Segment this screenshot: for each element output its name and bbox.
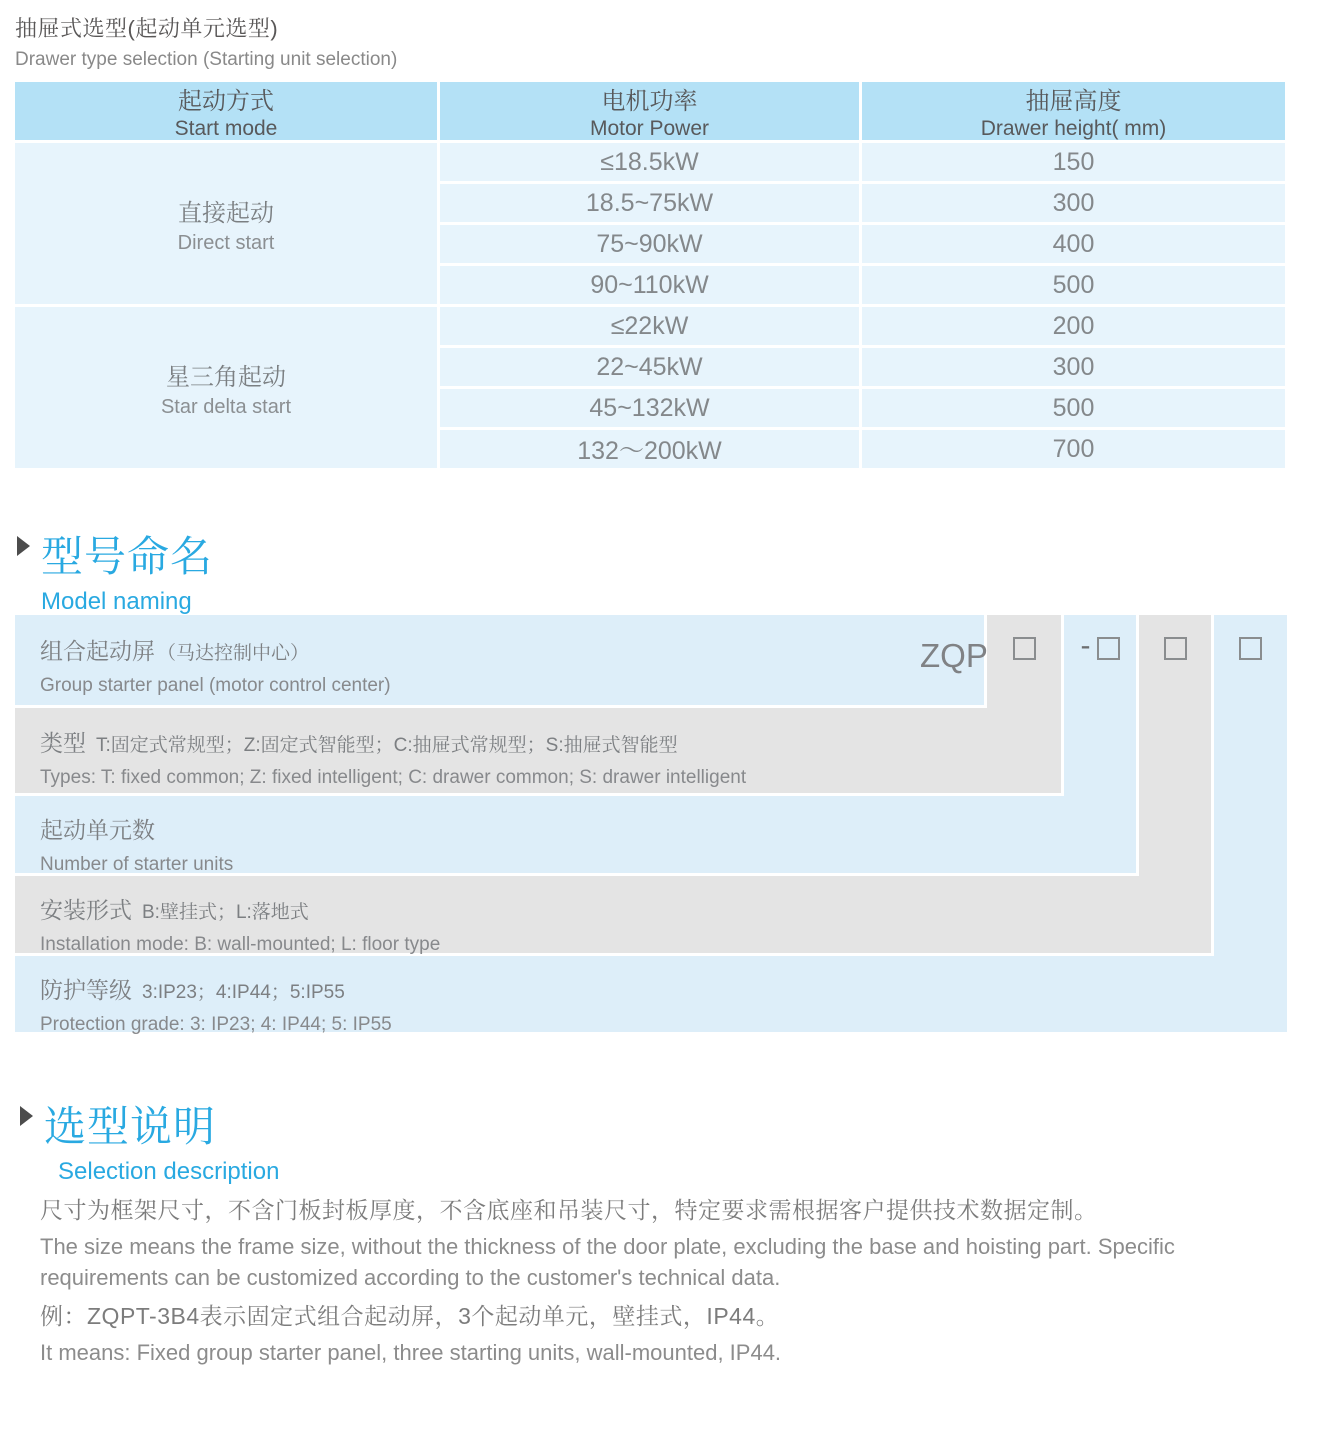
header-start-mode-en: Start mode [174,117,278,140]
star-delta-en: Star delta start [160,395,292,418]
power-cells [440,307,859,468]
table-cell-power: ≤22kW [440,307,859,345]
section-model-naming-heading [17,524,213,616]
diagram-code-column-3 [1139,615,1211,953]
desc-line2-cn: 例：ZQPT-3B4表示固定式组合起动屏，3个起动单元，壁挂式，IP44。 [40,1303,780,1329]
direct-start-cn: 直接起动 [178,199,274,227]
model-code-dash: - [1080,629,1091,662]
row4-label-cn: 安装形式 [40,897,132,923]
model-code-box-2 [1097,637,1120,660]
header-start-mode [15,82,437,140]
row4-sub-cn: B:壁挂式；L:落地式 [142,902,309,923]
row4-label-en: Installation mode: B: wall-mounted; L: floor type [40,934,441,955]
selection-description [40,1192,1292,1373]
model-code-box-4 [1239,637,1262,660]
desc-line2-en: It means: Fixed group starter panel, three starting units, wall-mounted, IP44. [40,1340,782,1365]
row5-label-cn: 防护等级 [40,977,132,1003]
table-cell-height: 400 [862,225,1285,263]
table-cell-height: 300 [862,348,1285,386]
table-cell-power: ≤18.5kW [440,143,859,181]
row3-label-en: Number of starter units [40,854,234,875]
table-cell-power: 18.5~75kW [440,184,859,222]
header-start-mode-cn: 起动方式 [178,88,274,115]
header-drawer-height [862,82,1285,140]
document-title-en: Drawer type selection (Starting unit selection) [15,49,398,70]
model-naming-diagram [15,615,1287,1035]
diagram-code-column-1 [987,615,1061,793]
diagram-row2-text [40,725,746,789]
desc-line1-en: The size means the frame size, without the thickness of the door plate, excluding the base and hoisting part. Specific requirements can be customized according to the customer's technical data. [40,1234,1175,1290]
row1-label-en: Group starter panel (motor control center) [40,675,391,696]
direct-start-en: Direct start [177,231,275,254]
model-naming-title-cn: 型号命名 [41,533,214,580]
diagram-row3-text [40,812,233,876]
table-cell-power: 22~45kW [440,348,859,386]
table-cell-height: 300 [862,184,1285,222]
power-cells [440,143,859,304]
star-delta-cn: 星三角起动 [166,363,286,391]
diagram-row5-text [40,972,392,1036]
selection-desc-title-cn: 选型说明 [44,1103,217,1150]
table-cell-power: 90~110kW [440,266,859,304]
merged-cell-direct-start [15,143,437,304]
document-title [15,12,397,71]
row2-sub-cn: T:固定式常规型；Z:固定式智能型；C:抽屉式常规型；S:抽屉式智能型 [96,735,678,756]
table-cell-height: 150 [862,143,1285,181]
model-code-box-1 [1013,637,1036,660]
height-cells [862,307,1285,468]
row2-label-en: Types: T: fixed common; Z: fixed intelligent; C: drawer common; S: drawer intelligent [40,767,747,788]
row2-label-cn: 类型 [40,730,86,756]
section-bullet-icon [20,1106,33,1126]
model-prefix-label: ZQP [920,637,988,674]
table-cell-power: 45~132kW [440,389,859,427]
table-cell-height: 500 [862,266,1285,304]
section-bullet-icon [17,536,30,556]
diagram-row1-text [40,633,391,697]
table-cell-height: 700 [862,430,1285,468]
table-cell-power: 132～200kW [440,430,859,468]
header-motor-power [440,82,859,140]
diagram-code-column-2 [1064,615,1136,873]
selection-desc-title-en: Selection description [58,1158,280,1185]
model-code-box-3 [1164,637,1187,660]
section-selection-desc-heading [20,1094,279,1186]
table-cell-height: 500 [862,389,1285,427]
table-cell-height: 200 [862,307,1285,345]
diagram-code-column-4 [1214,615,1287,1032]
desc-line1-cn: 尺寸为框架尺寸，不含门板封板厚度，不含底座和吊装尺寸，特定要求需根据客户提供技术数据定制。 [40,1197,1098,1223]
height-cells [862,143,1285,304]
table-group-star-delta [15,307,1285,468]
merged-cell-star-delta [15,307,437,468]
row5-sub-cn: 3:IP23；4:IP44；5:IP55 [142,982,345,1003]
header-drawer-height-en: Drawer height( mm) [980,117,1167,140]
table-header-row [15,82,1285,140]
row1-label-cn: 组合起动屏 [40,638,155,664]
document-title-cn: 抽屉式选型(起动单元选型) [15,16,279,41]
drawer-selection-table [15,82,1285,468]
table-group-direct-start [15,143,1285,304]
row3-label-cn: 起动单元数 [40,817,155,843]
diagram-row4-text [40,892,440,956]
row1-sub-cn: （马达控制中心） [157,643,310,664]
table-cell-power: 75~90kW [440,225,859,263]
header-motor-power-en: Motor Power [589,117,710,140]
header-motor-power-cn: 电机功率 [601,88,698,115]
model-naming-title-en: Model naming [41,588,192,615]
header-drawer-height-cn: 抽屉高度 [1025,88,1122,115]
row5-label-en: Protection grade: 3: IP23; 4: IP44; 5: IP55 [40,1014,392,1035]
